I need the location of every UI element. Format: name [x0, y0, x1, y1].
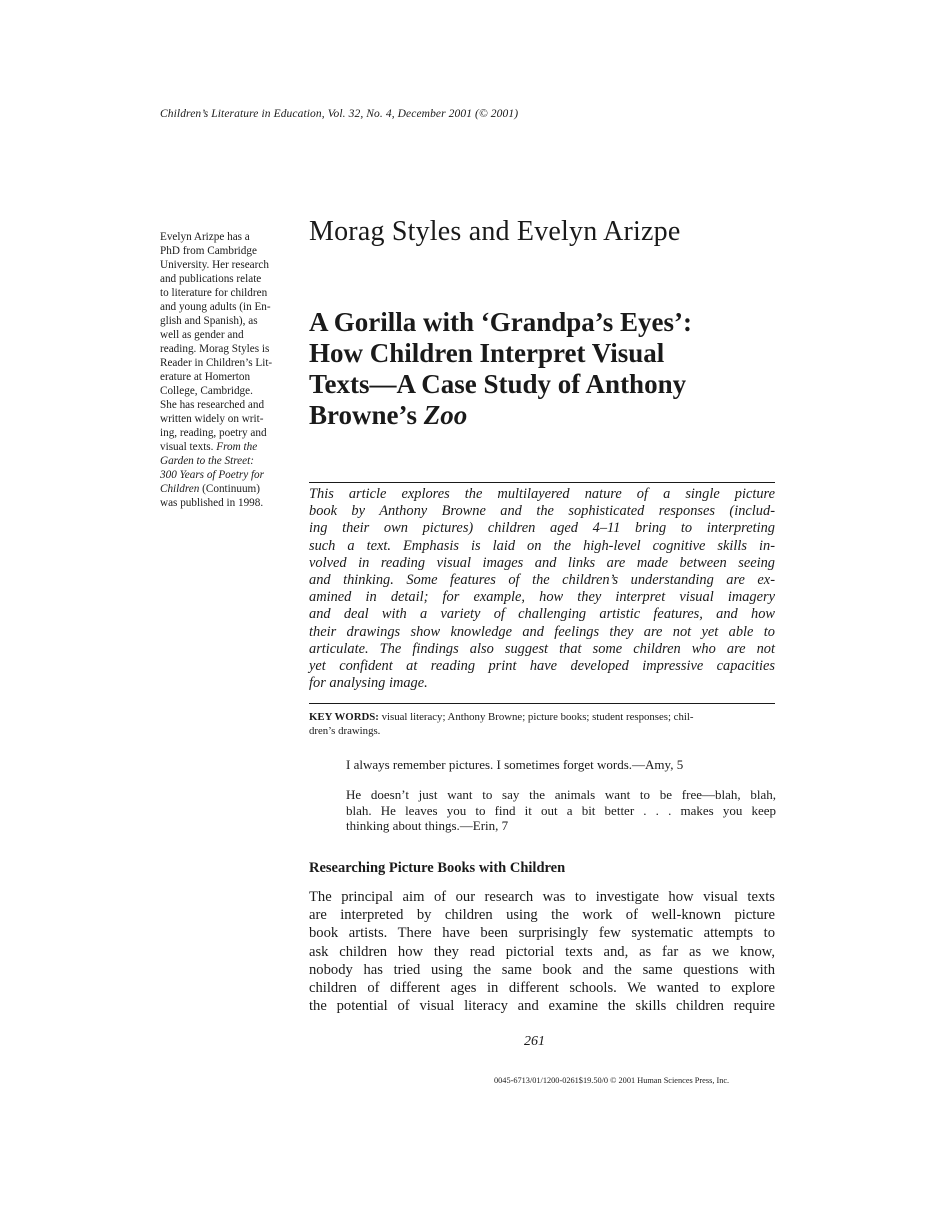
abstract-line: yet confident at reading print have developed impressive capacities — [309, 658, 775, 675]
bio-line: She has researched and — [160, 399, 265, 411]
abstract-top-rule — [309, 482, 775, 483]
article-title — [309, 307, 779, 431]
abstract — [309, 486, 775, 692]
bio-line: reading. Morag Styles is — [160, 343, 270, 355]
title-line: A Gorilla with ‘Grandpa’s Eyes’: — [309, 307, 693, 337]
title-line: Texts—A Case Study of Anthony — [309, 369, 687, 399]
abstract-line: volved in reading visual images and links are made between seeing — [309, 554, 775, 571]
bio-line: Reader in Children’s Lit- — [160, 357, 273, 369]
copyright-imprint: 0045-6713/01/1200-0261$19.50/0 © 2001 Human Sciences Press, Inc. — [494, 1076, 730, 1085]
bio-line — [160, 440, 292, 454]
body-line: ask children how they read pictorial texts and, as far as we know, — [309, 943, 775, 960]
bio-line: written widely on writ- — [160, 413, 264, 425]
article-authors: Morag Styles and Evelyn Arizpe — [309, 216, 681, 247]
title-text: Browne’s — [309, 400, 424, 430]
section-heading: Researching Picture Books with Children — [309, 860, 566, 876]
bio-line-text: visual texts. — [160, 441, 217, 453]
body-line: nobody has tried using the same book and the same questions with — [309, 961, 775, 978]
title-line: How Children Interpret Visual — [309, 338, 665, 368]
journal-citation: Children’s Literature in Education, Vol. 32, No. 4, December 2001 (© 2001) — [160, 108, 519, 120]
bio-line: glish and Spanish), as — [160, 315, 258, 327]
body-line: are interpreted by children using the work of well-known picture — [309, 907, 775, 924]
quote-line: thinking about things.—Erin, 7 — [346, 818, 509, 833]
body-paragraph — [309, 888, 775, 1015]
keywords-line: visual literacy; Anthony Browne; picture books; student responses; chil- — [378, 711, 694, 723]
bio-line: and young adults (in En- — [160, 301, 271, 313]
bio-line: and publications relate — [160, 273, 262, 285]
body-line: children of different ages in different schools. We wanted to explore — [309, 980, 775, 997]
epigraph-quote: I always remember pictures. I sometimes forget words.—Amy, 5 — [346, 757, 684, 772]
abstract-line: articulate. The findings also suggest that some children who are not — [309, 640, 775, 657]
epigraph-quote — [346, 787, 776, 834]
bio-line: erature at Homerton — [160, 371, 251, 383]
bio-line-text: (Continuum) — [199, 483, 260, 495]
keywords — [309, 710, 775, 738]
bio-line: University. Her research — [160, 259, 269, 271]
title-book-name: Zoo — [423, 400, 468, 430]
page-number: 261 — [524, 1034, 545, 1049]
bio-line: well as gender and — [160, 329, 244, 341]
abstract-line: ing their own pictures) children aged 4–11 bring to interpreting — [309, 520, 775, 537]
bio-line: 300 Years of Poetry for — [160, 469, 265, 481]
bio-line: Garden to the Street: — [160, 455, 254, 467]
abstract-line: amined in detail; for example, how they interpret visual imagery — [309, 589, 775, 606]
quote-line: He doesn’t just want to say the animals want to be free—blah, blah, — [346, 787, 776, 802]
bio-line: ing, reading, poetry and — [160, 427, 267, 439]
keywords-line: dren’s drawings. — [309, 725, 381, 737]
bio-line: was published in 1998. — [160, 497, 264, 509]
abstract-line: and deal with a variety of challenging artistic features, and how — [309, 606, 775, 623]
keywords-label: KEY WORDS: — [309, 711, 379, 723]
bio-line: to literature for children — [160, 287, 268, 299]
body-line: the potential of visual literacy and examine the skills children require — [309, 998, 775, 1015]
bio-line — [160, 482, 292, 496]
bio-book-title: From the — [216, 441, 258, 453]
abstract-bottom-rule — [309, 703, 775, 704]
title-line — [309, 400, 779, 431]
bio-book-title: Children — [160, 483, 200, 495]
bio-line: Evelyn Arizpe has a — [160, 231, 250, 243]
author-bio-sidebar — [160, 230, 292, 510]
abstract-line: such a text. Emphasis is laid on the high-level cognitive skills in- — [309, 537, 775, 554]
bio-line: College, Cambridge. — [160, 385, 253, 397]
abstract-line: their drawings show knowledge and feelings they are not yet able to — [309, 623, 775, 640]
abstract-line: and thinking. Some features of the children’s understanding are ex- — [309, 572, 775, 589]
bio-line: PhD from Cambridge — [160, 245, 257, 257]
abstract-line: book by Anthony Browne and the sophisticated responses (includ- — [309, 503, 775, 520]
abstract-line: This article explores the multilayered nature of a single picture — [309, 486, 775, 502]
body-line: The principal aim of our research was to investigate how visual texts — [309, 889, 775, 905]
body-line: book artists. There have been surprisingly few systematic attempts to — [309, 925, 775, 942]
quote-line: blah. He leaves you to find it out a bit better . . . makes you keep — [346, 802, 776, 818]
abstract-line: for analysing image. — [309, 675, 428, 692]
